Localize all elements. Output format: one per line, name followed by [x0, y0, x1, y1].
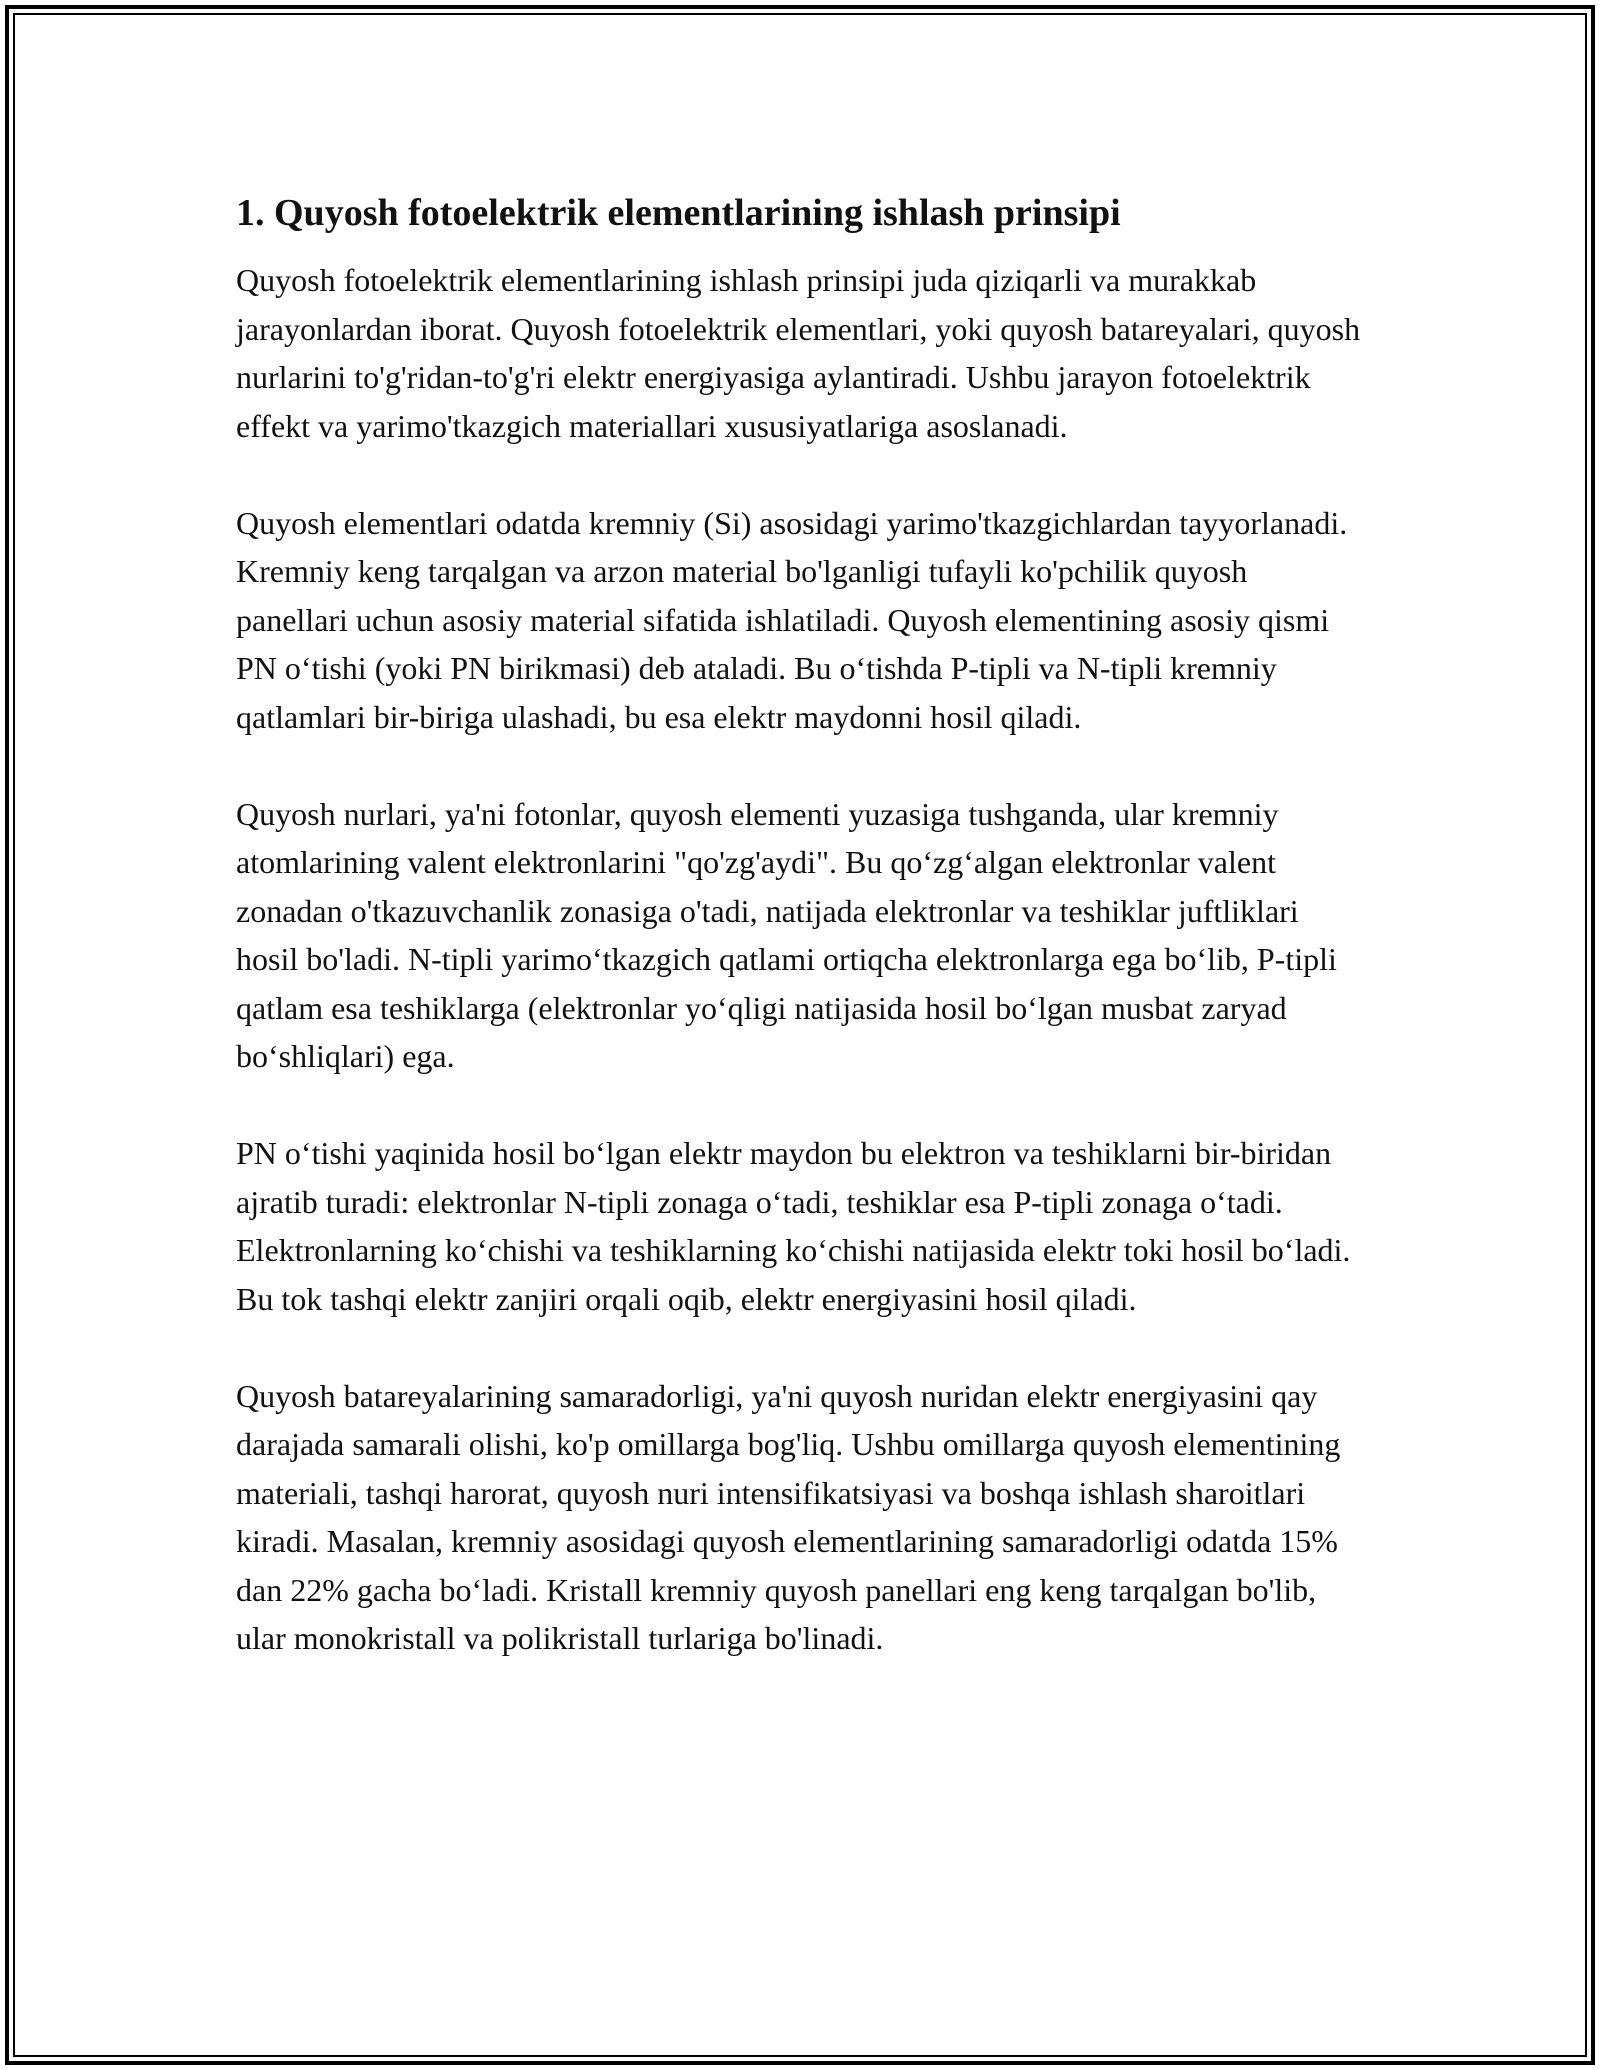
- document-body: [236, 188, 1366, 1711]
- paragraph-5: Quyosh batareyalarining samaradorligi, ya'ni quyosh nuridan elektr energiyasini qay darajada samarali olishi, ko'p omillarga bog'liq. Ushbu omillarga quyosh elementining materiali, tashqi harorat, quyosh nuri intensifikatsiyasi va boshqa ishlash sharoitlari kiradi. Masalan, kremniy asosidagi quyosh elementlarining samaradorligi odatda 15% dan 22% gacha bo‘ladi. Kristall kremniy quyosh panellari eng keng tarqalgan bo'lib, ular monokristall va polikristall turlariga bo'linadi.: [236, 1377, 1341, 1656]
- paragraph-2: Quyosh elementlari odatda kremniy (Si) asosidagi yarimo'tkazgichlardan tayyorlanadi. Kremniy keng tarqalgan va arzon material bo'lganligi tufayli ko'pchilik quyosh panellari uchun asosiy material sifatida ishlatiladi. Quyosh elementining asosiy qismi PN o‘tishi (yoki PN birikmasi) deb ataladi. Bu o‘tishda P-tipli va N-tipli kremniy qatlamlari bir-biriga ulashadi, bu esa elektr maydonni hosil qiladi.: [236, 504, 1348, 735]
- paragraph-4: PN o‘tishi yaqinida hosil bo‘lgan elektr maydon bu elektron va teshiklarni bir-biridan ajratib turadi: elektronlar N-tipli zonaga o‘tadi, teshiklar esa P-tipli zonaga o‘tadi. Elektronlarning ko‘chishi va teshiklarning ko‘chishi natijasida elektr toki hosil bo‘ladi. Bu tok tashqi elektr zanjiri orqali oqib, elektr energiyasini hosil qiladi.: [236, 1135, 1351, 1317]
- paragraph-3: Quyosh nurlari, ya'ni fotonlar, quyosh elementi yuzasiga tushganda, ular kremniy atomlarining valent elektronlarini "qo'zg'aydi". Bu qo‘zg‘algan elektronlar valent zonadan o'tkazuvchanlik zonasiga o'tadi, natijada elektronlar va teshiklar juftliklari hosil bo'ladi. N-tipli yarimo‘tkazgich qatlami ortiqcha elektronlarga ega bo‘lib, P-tipli qatlam esa teshiklarga (elektronlar yo‘qligi natijasida hosil bo‘lgan musbat zaryad bo‘shliqlari) ega.: [236, 795, 1337, 1074]
- paragraph-1: Quyosh fotoelektrik elementlarining ishlash prinsipi juda qiziqarli va murakkab jarayonlardan iborat. Quyosh fotoelektrik elementlari, yoki quyosh batareyalari, quyosh nurlarini to'g'ridan-to'g'ri elektr energiyasiga aylantiradi. Ushbu jarayon fotoelektrik effekt va yarimo'tkazgich materiallari xususiyatlariga asoslanadi.: [236, 262, 1361, 444]
- section-title: 1. Quyosh fotoelektrik elementlarining ishlash prinsipi: [236, 192, 1121, 234]
